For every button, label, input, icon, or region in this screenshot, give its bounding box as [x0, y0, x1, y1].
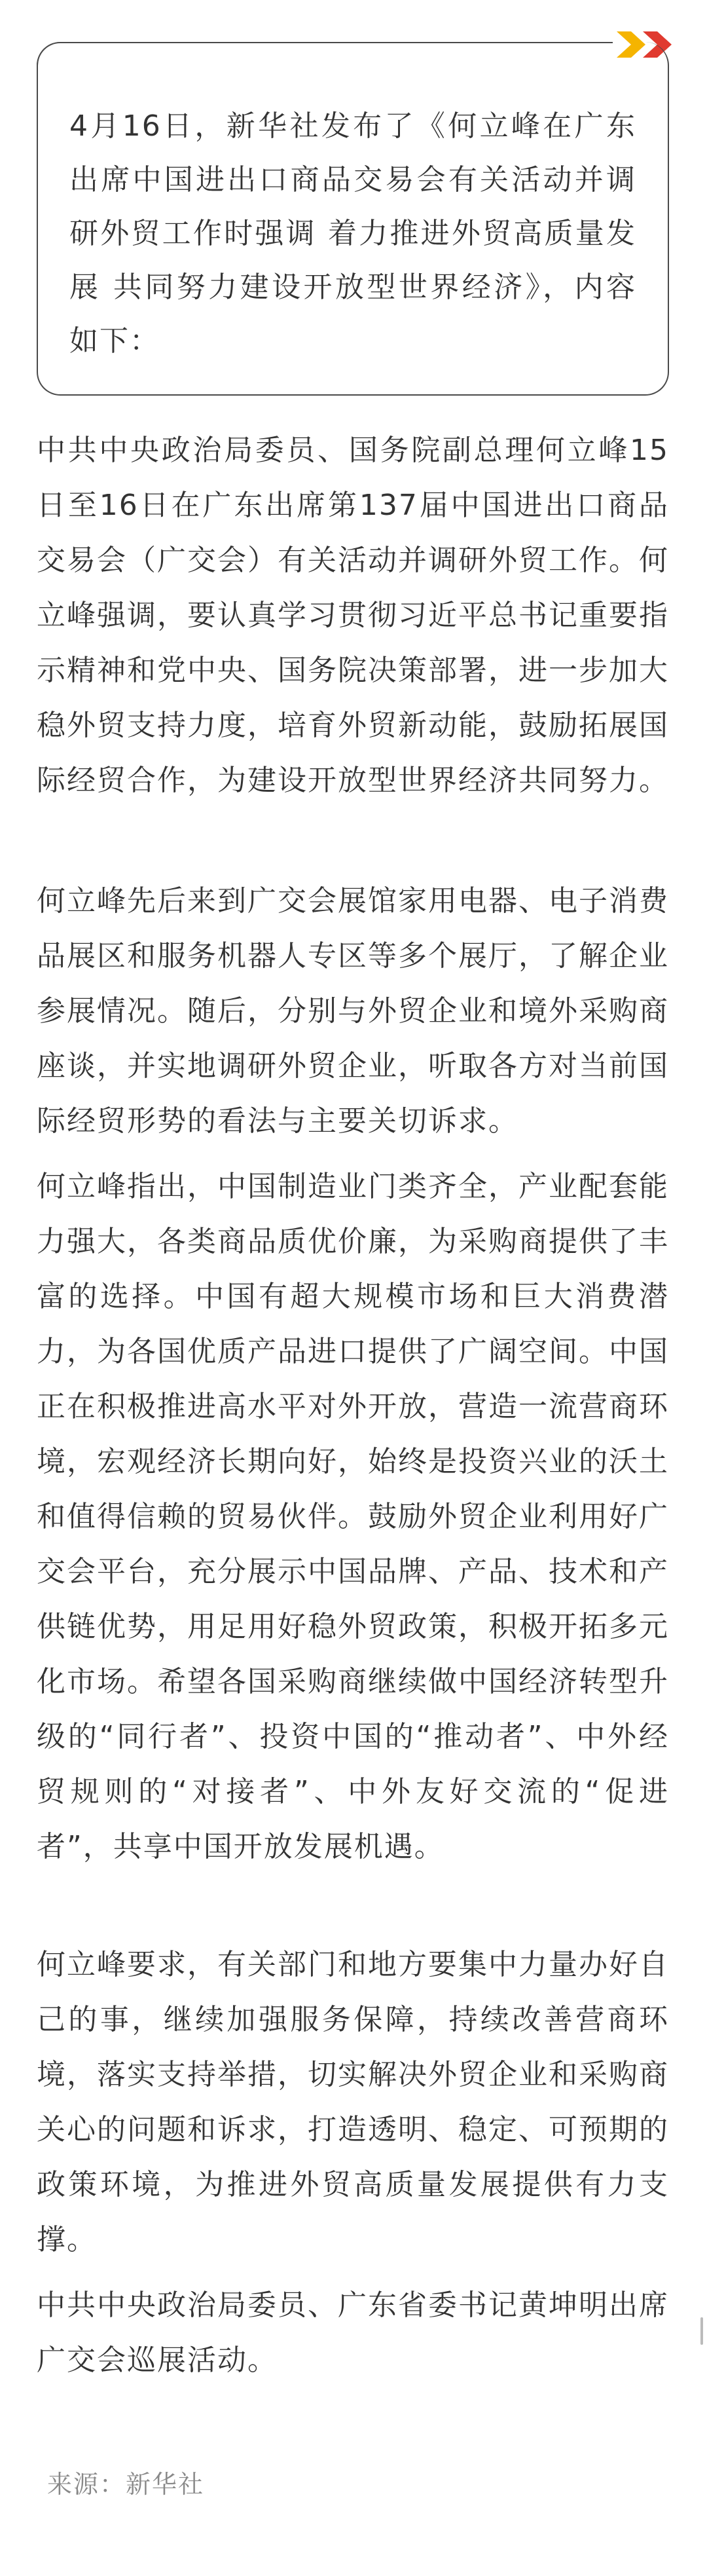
intro-box [37, 42, 669, 396]
article-paragraph-1: 中共中央政治局委员、国务院副总理何立峰15日至16日在广东出席第137届中国进出口商品交易会（广交会）有关活动并调研外贸工作。何立峰强调，要认真学习贯彻习近平总书记重要指示精神和党中央、国务院决策部署，进一步加大稳外贸支持力度，培育外贸新动能，鼓励拓展国际经贸合作，为建设开放型世界经济共同努力。 [37, 434, 669, 797]
article-paragraph-2: 何立峰先后来到广交会展馆家用电器、电子消费品展区和服务机器人专区等多个展厅，了解企业参展情况。随后，分别与外贸企业和境外采购商座谈，并实地调研外贸企业，听取各方对当前国际经贸形势的看法与主要关切诉求。 [37, 884, 669, 1138]
article-paragraph-5: 中共中央政治局委员、广东省委书记黄坤明出席广交会巡展活动。 [37, 2288, 669, 2377]
intro-text: 4月16日，新华社发布了《何立峰在广东出席中国进出口商品交易会有关活动并调研外贸工作时强调 着力推进外贸高质量发展 共同努力建设开放型世界经济》，内容如下： [69, 109, 636, 358]
source-label: 来源：新华社 [47, 2470, 205, 2499]
scroll-indicator[interactable] [700, 2317, 703, 2345]
article-paragraph-3: 何立峰指出，中国制造业门类齐全，产业配套能力强大，各类商品质优价廉，为采购商提供了丰富的选择。中国有超大规模市场和巨大消费潜力，为各国优质产品进口提供了广阔空间。中国正在积极推进高水平对外开放，营造一流营商环境，宏观经济长期向好，始终是投资兴业的沃土和值得信赖的贸易伙伴。鼓励外贸企业利用好广交会平台，充分展示中国品牌、产品、技术和产供链优势，用足用好稳外贸政策，积极开拓多元化市场。希望各国采购商继续做中国经济转型升级的“同行者”、投资中国的“推动者”、中外经贸规则的“对接者”、中外友好交流的“促进者”，共享中国开放发展机遇。 [37, 1170, 669, 1863]
article-paragraph-4: 何立峰要求，有关部门和地方要集中力量办好自己的事，继续加强服务保障，持续改善营商环境，落实支持举措，切实解决外贸企业和采购商关心的问题和诉求，打造透明、稳定、可预期的政策环境，为推进外贸高质量发展提供有力支撑。 [37, 1948, 669, 2256]
